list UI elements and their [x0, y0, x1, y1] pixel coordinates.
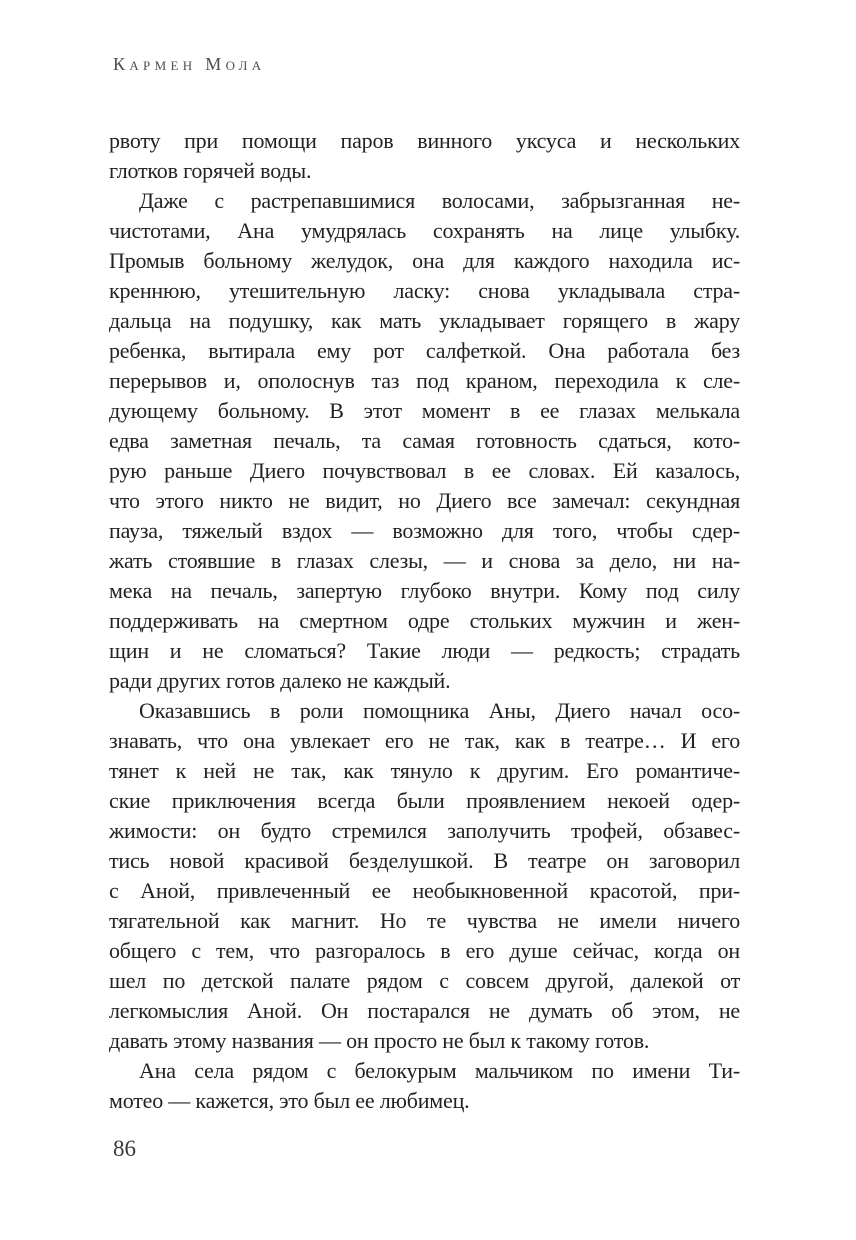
text-line: давать этому названия — он просто не был к такому готов.: [109, 1028, 650, 1053]
text-line: дующему больному. В этот момент в ее глазах мелькала: [109, 398, 740, 423]
text-line: ские приключения всегда были проявлением некоей одер-: [109, 788, 740, 813]
text-line: Ана села рядом с белокурым мальчиком по имени Ти-: [139, 1058, 740, 1083]
text-line: едва заметная печаль, та самая готовность сдаться, кото-: [109, 428, 740, 453]
text-line: щин и не сломаться? Такие люди — редкость; страдать: [109, 638, 740, 663]
text-line: тись новой красивой безделушкой. В театре он заговорил: [109, 848, 740, 873]
text-line: с Аной, привлеченный ее необыкновенной красотой, при-: [109, 878, 740, 903]
text-line: глотков горячей воды.: [109, 158, 312, 183]
text-line: жать стоявшие в глазах слезы, — и снова за дело, ни на-: [109, 548, 740, 573]
text-line: поддерживать на смертном одре стольких мужчин и жен-: [109, 608, 740, 633]
text-line: дальца на подушку, как мать укладывает горящего в жару: [109, 308, 740, 333]
text-line: общего с тем, что разгоралось в его душе сейчас, когда он: [109, 938, 740, 963]
running-header: Кармен Мола: [113, 54, 266, 74]
text-line: легкомыслия Аной. Он постарался не думать об этом, не: [109, 998, 740, 1023]
text-line: знавать, что она увлекает его не так, как в театре… И его: [109, 728, 740, 753]
body-text: [109, 126, 740, 1116]
text-line: ребенка, вытирала ему рот салфеткой. Она работала без: [109, 338, 740, 363]
paragraph: [109, 1056, 740, 1116]
text-line: ради других готов далеко не каждый.: [109, 668, 451, 693]
paragraph: [109, 126, 740, 186]
text-line: жимости: он будто стремился заполучить трофей, обзавес-: [109, 818, 740, 843]
text-line: рвоту при помощи паров винного уксуса и нескольких: [109, 128, 740, 153]
paragraph: [109, 696, 740, 1056]
text-line: мотео — кажется, это был ее любимец.: [109, 1088, 470, 1113]
text-line: что этого никто не видит, но Диего все замечал: секундная: [109, 488, 740, 513]
text-line: пауза, тяжелый вздох — возможно для того, чтобы сдер-: [109, 518, 740, 543]
text-line: шел по детской палате рядом с совсем другой, далекой от: [109, 968, 740, 993]
text-line: перерывов и, ополоснув таз под краном, переходила к сле-: [109, 368, 740, 393]
page-number: 86: [113, 1136, 136, 1161]
text-line: Даже с растрепавшимися волосами, забрызганная не-: [139, 188, 740, 213]
text-line: рую раньше Диего почувствовал в ее словах. Ей казалось,: [109, 458, 740, 483]
text-line: тянет к ней не так, как тянуло к другим. Его романтиче-: [109, 758, 740, 783]
text-line: Оказавшись в роли помощника Аны, Диего начал осо-: [139, 698, 740, 723]
text-line: мека на печаль, запертую глубоко внутри. Кому под силу: [109, 578, 740, 603]
text-line: Промыв больному желудок, она для каждого находила ис-: [109, 248, 740, 273]
text-line: чистотами, Ана умудрялась сохранять на лице улыбку.: [109, 218, 740, 243]
text-line: креннюю, утешительную ласку: снова укладывала стра-: [109, 278, 740, 303]
paragraph: [109, 186, 740, 696]
text-line: тягательной как магнит. Но те чувства не имели ничего: [109, 908, 740, 933]
